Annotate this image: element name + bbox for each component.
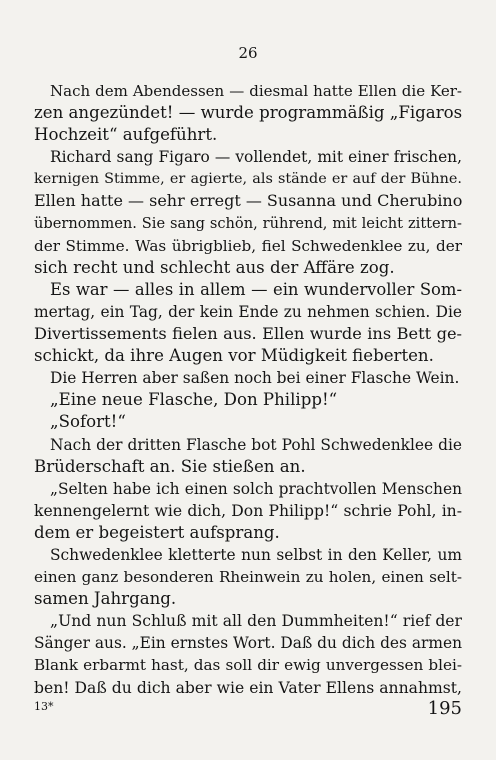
text-line: Die Herren aber saßen noch bei einer Flasche Wein. [50, 369, 460, 388]
text-line: Richard sang Figaro — vollendet, mit einer frischen, [50, 148, 462, 167]
text-line: schickt, da ihre Augen vor Müdigkeit fieberten. [34, 346, 434, 366]
text-line: Brüderschaft an. Sie stießen an. [34, 456, 306, 476]
text-line: „Eine neue Flasche, Don Philipp!“ [50, 390, 338, 410]
text-line: „Sofort!“ [50, 412, 126, 432]
text-line: Nach der dritten Flasche bot Pohl Schwedenklee die [50, 435, 462, 454]
text-line: Sänger aus. „Ein ernstes Wort. Daß du dich des armen [34, 634, 462, 653]
text-line: zen angezündet! — wurde programmäßig „Figaros [34, 103, 463, 123]
text-line: kennengelernt wie dich, Don Philipp!“ schrie Pohl, in- [34, 501, 462, 520]
text-line: Es war — alles in allem — ein wundervoller Som- [50, 279, 462, 299]
text-line: sich recht und schlecht aus der Affäre zog. [34, 257, 395, 277]
text-line: dem er begeistert aufsprang. [34, 522, 280, 542]
text-line: Ellen hatte — sehr erregt — Susanna und Cherubino [34, 191, 463, 211]
text-line: kernigen Stimme, er agierte, als stände er auf der Bühne. [34, 171, 462, 188]
text-line: Nach dem Abendessen — diesmal hatte Ellen die Ker- [50, 82, 462, 100]
text-line: mertag, ein Tag, der kein Ende zu nehmen schien. Die [34, 302, 462, 321]
text-line: einen ganz besonderen Rheinwein zu holen, einen selt- [34, 568, 462, 587]
text-line: Divertissements fielen aus. Ellen wurde ins Bett ge- [34, 324, 462, 344]
text-line: Schwedenklee kletterte nun selbst in den Keller, um [50, 545, 462, 564]
text-line: „Und nun Schluß mit all den Dummheiten!“ rief der [50, 612, 462, 631]
signature-mark: 13* [34, 700, 54, 713]
text-line: Blank erbarmt hast, das soll dir ewig unvergessen blei- [34, 656, 462, 675]
text-line: der Stimme. Was übrigblieb, fiel Schwedenklee zu, der [34, 236, 462, 255]
page-number: 195 [427, 698, 462, 719]
text-line: übernommen. Sie sang schön, rührend, mit leicht zittern- [34, 214, 462, 232]
running-page-number: 26 [238, 44, 258, 62]
text-line: Hochzeit“ aufgeführt. [34, 125, 218, 145]
text-line: samen Jahrgang. [34, 589, 177, 609]
text-line: „Selten habe ich einen solch prachtvollen Menschen [50, 479, 462, 498]
text-line: ben! Daß du dich aber wie ein Vater Ellens annahmst, [34, 678, 462, 697]
body-text [34, 80, 462, 699]
